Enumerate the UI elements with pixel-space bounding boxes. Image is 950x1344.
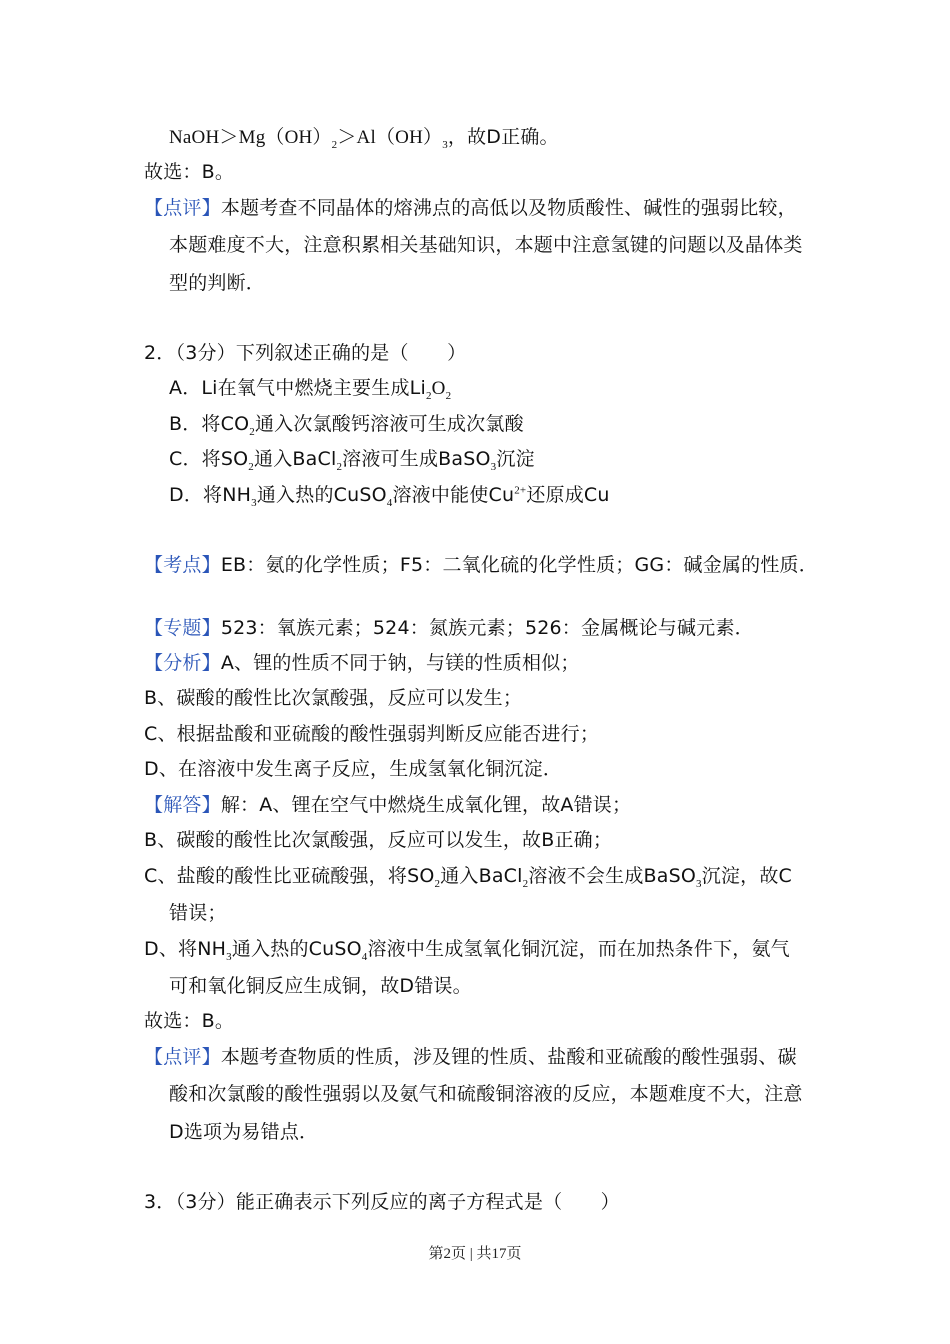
prev-review-line2: 本题难度不大，注意积累相关基础知识，本题中注意氢键的问题以及晶体类 <box>169 234 803 256</box>
fenxi-line1: 【分析】A、锂的性质不同于钠，与镁的性质相似； <box>144 652 580 674</box>
question-3-stem: 3．（3分）能正确表示下列反应的离子方程式是（ ） <box>144 1191 620 1213</box>
zhuanti-line: 【专题】523：氧族元素；524：氮族元素；526：金属概论与碱元素． <box>144 617 754 639</box>
option-c: C．将$SO_2$通入BaCl$_2$溶液可生成BaSO$_3$沉淀 <box>169 448 535 473</box>
fenxi-line2: B、碳酸的酸性比次氯酸强，反应可以发生； <box>144 687 523 709</box>
jieda-line1: 【解答】解：A、锂在空气中燃烧生成氧化锂，故A错误； <box>144 794 632 816</box>
jieda-line3: C、盐酸的酸性比亚硫酸强，将$SO_2$通入BaCl$_2$溶液不会生成BaSO$_3$沉淀，故C <box>144 865 793 890</box>
q2-review-line2: 酸和次氯酸的酸性强弱以及氨气和硫酸铜溶液的反应，本题难度不大，注意 <box>169 1083 803 1105</box>
q2-review-line3: D选项为易错点． <box>169 1121 319 1143</box>
prev-review-line1: 【点评】本题考查不同晶体的熔沸点的高低以及物质酸性、碱性的强弱比较， <box>144 197 797 219</box>
jieda-line4-cont: 可和氧化铜反应生成铜，故D错误。 <box>169 975 472 997</box>
option-a: A．Li在氧气中燃烧主要生成$Li_2O_2$ <box>169 377 452 402</box>
jieda-line2: B、碳酸的酸性比次氯酸强，反应可以发生，故B正确； <box>144 829 613 851</box>
zhuanti-tag: 【专题】 <box>144 617 221 639</box>
fenxi-line4: D、在溶液中发生离子反应，生成氢氧化铜沉淀． <box>144 758 563 780</box>
fenxi-line3: C、根据盐酸和亚硫酸的酸性强弱判断反应能否进行； <box>144 723 600 745</box>
q2-choice: 故选：B。 <box>144 1010 235 1032</box>
jieda-line3-cont: 错误； <box>169 902 227 924</box>
jieda-tag: 【解答】 <box>144 794 221 816</box>
prev-answer-line: $NaOH>Mg(OH)_2>Al(OH)_3$，故D正确。 <box>169 126 559 151</box>
kaodian-tag: 【考点】 <box>144 554 221 576</box>
kaodian-line: 【考点】EB：氨的化学性质；F5：二氧化硫的化学性质；GG：碱金属的性质． <box>144 554 818 576</box>
prev-choice: 故选：B。 <box>144 161 235 183</box>
q2-review-line1: 【点评】本题考查物质的性质，涉及锂的性质、盐酸和亚硫酸的酸性强弱、碳 <box>144 1046 797 1068</box>
review-tag: 【点评】 <box>144 197 221 219</box>
review-tag: 【点评】 <box>144 1046 221 1068</box>
jieda-line4: D、将$NH_3$通入热的CuSO$_4$溶液中生成氢氧化铜沉淀，而在加热条件下，氨气 <box>144 938 790 963</box>
option-d: D．将$NH_3$通入热的CuSO$_4$溶液中能使$Cu^{2+}$还原成Cu <box>169 484 610 509</box>
fenxi-tag: 【分析】 <box>144 652 221 674</box>
page-footer: 第2页 | 共17页 <box>428 1246 522 1262</box>
option-b: B．将$CO_2$通入次氯酸钙溶液可生成次氯酸 <box>169 413 524 438</box>
prev-review-line3: 型的判断． <box>169 272 266 294</box>
question-2-stem: 2．（3分）下列叙述正确的是（ ） <box>144 342 467 364</box>
